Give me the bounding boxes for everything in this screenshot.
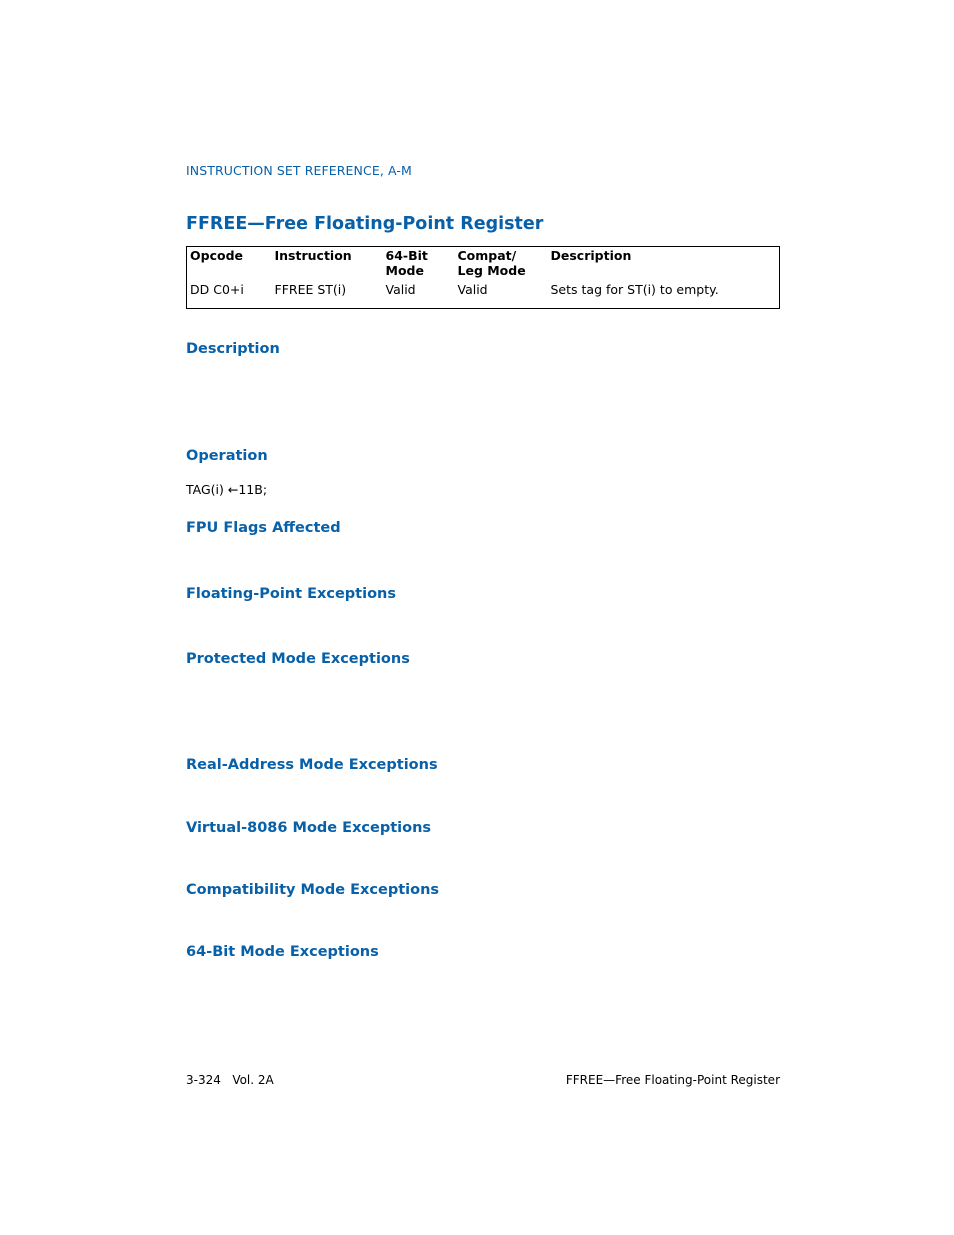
section-heading-compatibility-mode: Compatibility Mode Exceptions [186, 882, 440, 898]
section-heading-fpu-flags: FPU Flags Affected [186, 520, 341, 536]
section-heading-virtual-8086-mode: Virtual-8086 Mode Exceptions [186, 820, 432, 836]
table-row [187, 278, 780, 309]
cell-compat-leg-mode: Valid [457, 282, 488, 297]
col-header-64bit-mode: 64-Bit Mode [385, 248, 428, 278]
col-header-opcode: Opcode [190, 248, 243, 263]
cell-64bit-mode: Valid [385, 282, 416, 297]
col-header-description: Description [550, 248, 632, 263]
footer-page-number: 3-324 Vol. 2A [186, 1073, 274, 1087]
section-heading-description: Description [186, 341, 280, 357]
cell-opcode: DD C0+i [190, 282, 244, 297]
section-heading-operation: Operation [186, 448, 268, 464]
page-title: FFREE—Free Floating-Point Register [186, 214, 544, 234]
section-heading-64bit-mode: 64-Bit Mode Exceptions [186, 944, 379, 960]
col-header-compat-leg-mode: Compat/ Leg Mode [457, 248, 526, 278]
operation-code: TAG(i) ←11B; [186, 482, 268, 497]
cell-instruction: FFREE ST(i) [274, 282, 347, 297]
col-header-instruction: Instruction [274, 248, 352, 263]
opcode-table [186, 246, 780, 309]
cell-description: Sets tag for ST(i) to empty. [550, 282, 719, 297]
section-heading-fp-exceptions: Floating-Point Exceptions [186, 586, 396, 602]
section-heading-real-address-mode: Real-Address Mode Exceptions [186, 757, 438, 773]
running-header: INSTRUCTION SET REFERENCE, A-M [186, 163, 412, 178]
section-heading-protected-mode: Protected Mode Exceptions [186, 651, 410, 667]
table-header-row [187, 247, 780, 279]
footer-page-title: FFREE—Free Floating-Point Register [565, 1073, 780, 1087]
